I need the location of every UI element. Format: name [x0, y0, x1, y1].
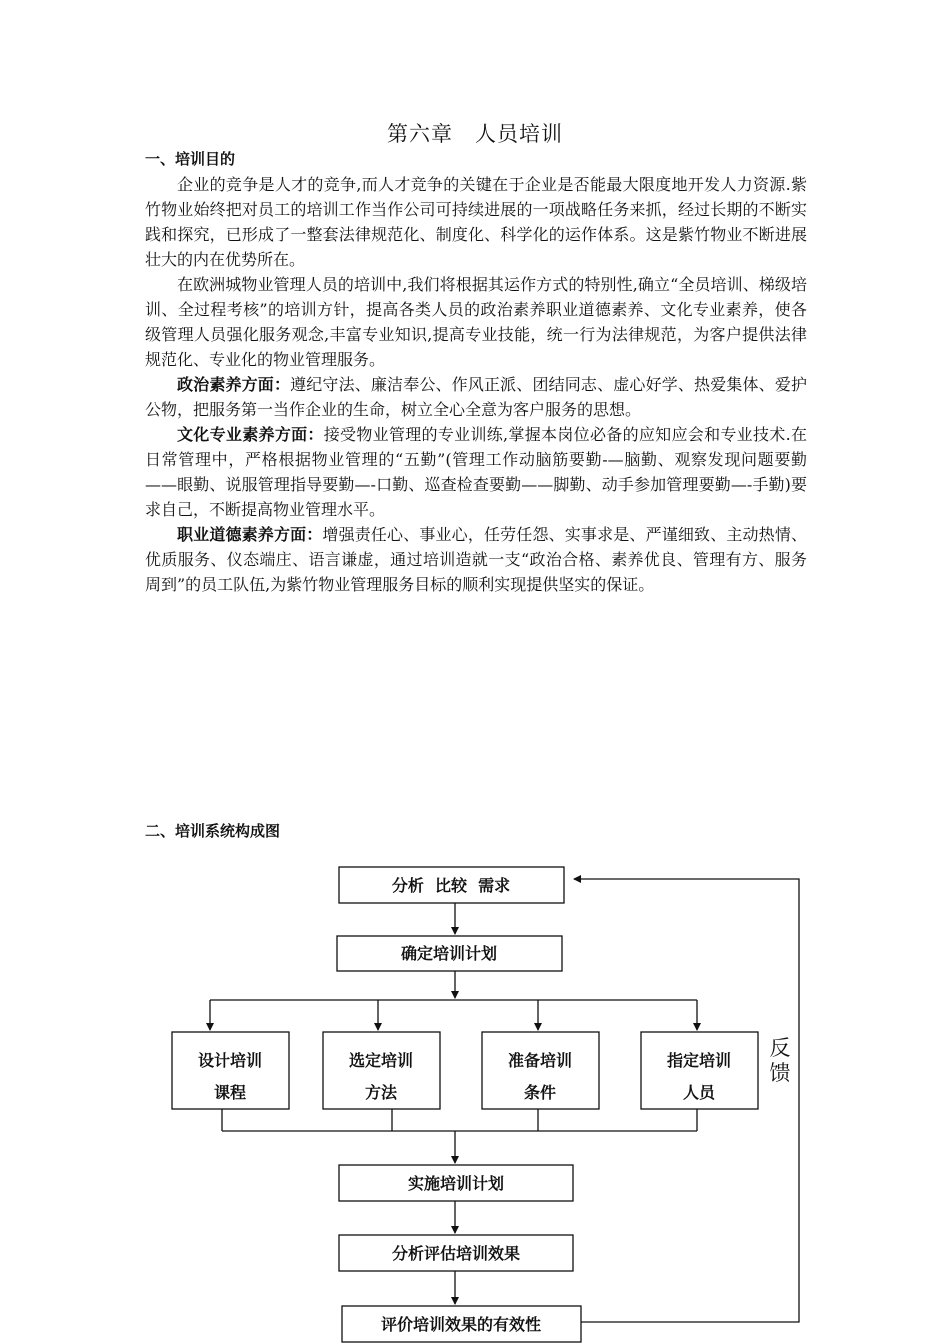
step-implement-plan: 实施培训计划 [407, 1174, 505, 1193]
paragraph-4-label: 文化专业素养方面： [177, 425, 324, 444]
select-method-line1: 选定培训 [348, 1051, 414, 1070]
step-analyze-evaluate: 分析评估培训效果 [391, 1244, 521, 1263]
prepare-conditions-line1: 准备培训 [507, 1051, 573, 1070]
assign-personnel-line1: 指定培训 [666, 1051, 732, 1070]
step-analyze-compare-needs: 分析 比较 需求 [391, 876, 511, 895]
design-course-line1: 设计培训 [197, 1051, 263, 1070]
section-heading-system: 二、培训系统构成图 [145, 822, 281, 840]
paragraph-5-label: 职业道德素养方面： [177, 525, 323, 544]
select-method-line2: 方法 [364, 1083, 398, 1102]
assign-personnel-line2: 人员 [682, 1083, 716, 1102]
chapter-number: 第六章 [387, 122, 453, 146]
feedback-label-char1: 反 [769, 1036, 791, 1060]
design-course-line2: 课程 [213, 1083, 247, 1102]
paragraph-3-label: 政治素养方面： [177, 375, 291, 394]
prepare-conditions-line2: 条件 [523, 1083, 557, 1102]
step-determine-plan: 确定培训计划 [400, 944, 498, 963]
section-heading-purpose: 一、培训目的 [145, 150, 236, 168]
paragraph-5-text: 增强责任心、事业心，任劳任怨、实事求是、严谨细致、主动热情、优质服务、仪态端庄、语言谦虚，通过培训造就一支“政治合格、素养优良、管理有方、服务周到”的员工队伍,为紫竹物业管理服务目标的顺利实现提供坚实的保证。 [145, 525, 807, 594]
paragraph-1: 企业的竞争是人才的竞争,而人才竞争的关键在于企业是否能最大限度地开发人力资源.紫竹物业始终把对员工的培训工作当作公司可持续进展的一项战略任务来抓，经过长期的不断实践和探究，已形成了一整套法律规范化、制度化、科学化的运作体系。这是紫竹物业不断进展壮大的内在优势所在。 [145, 175, 807, 269]
chapter-name: 人员培训 [475, 122, 563, 146]
paragraph-4-text: 接受物业管理的专业训练,掌握本岗位必备的应知应会和专业技术.在日常管理中，严格根据物业管理的“五勤”(管理工作动脑筋要勤-—脑勤、观察发现问题要勤——眼勤、说服管理指导要勤—-口勤、巡查检查要勤——脚勤、动手参加管理要勤—-手勤)要求自己，不断提高物业管理水平。 [145, 425, 807, 519]
paragraph-2: 在欧洲城物业管理人员的培训中,我们将根据其运作方式的特别性,确立“全员培训、梯级培训、全过程考核”的培训方针，提高各类人员的政治素养职业道德素养、文化专业素养，使各级管理人员强化服务观念,丰富专业知识,提高专业技能，统一行为法律规范，为客户提供法律规范化、专业化的物业管理服务。 [145, 275, 807, 369]
step-assess-validity: 评价培训效果的有效性 [380, 1315, 542, 1334]
feedback-label-char2: 馈 [769, 1061, 791, 1085]
paragraph-3-text: 遵纪守法、廉洁奉公、作风正派、团结同志、虚心好学、热爱集体、爱护公物，把服务第一当作企业的生命，树立全心全意为客户服务的思想。 [145, 375, 807, 419]
